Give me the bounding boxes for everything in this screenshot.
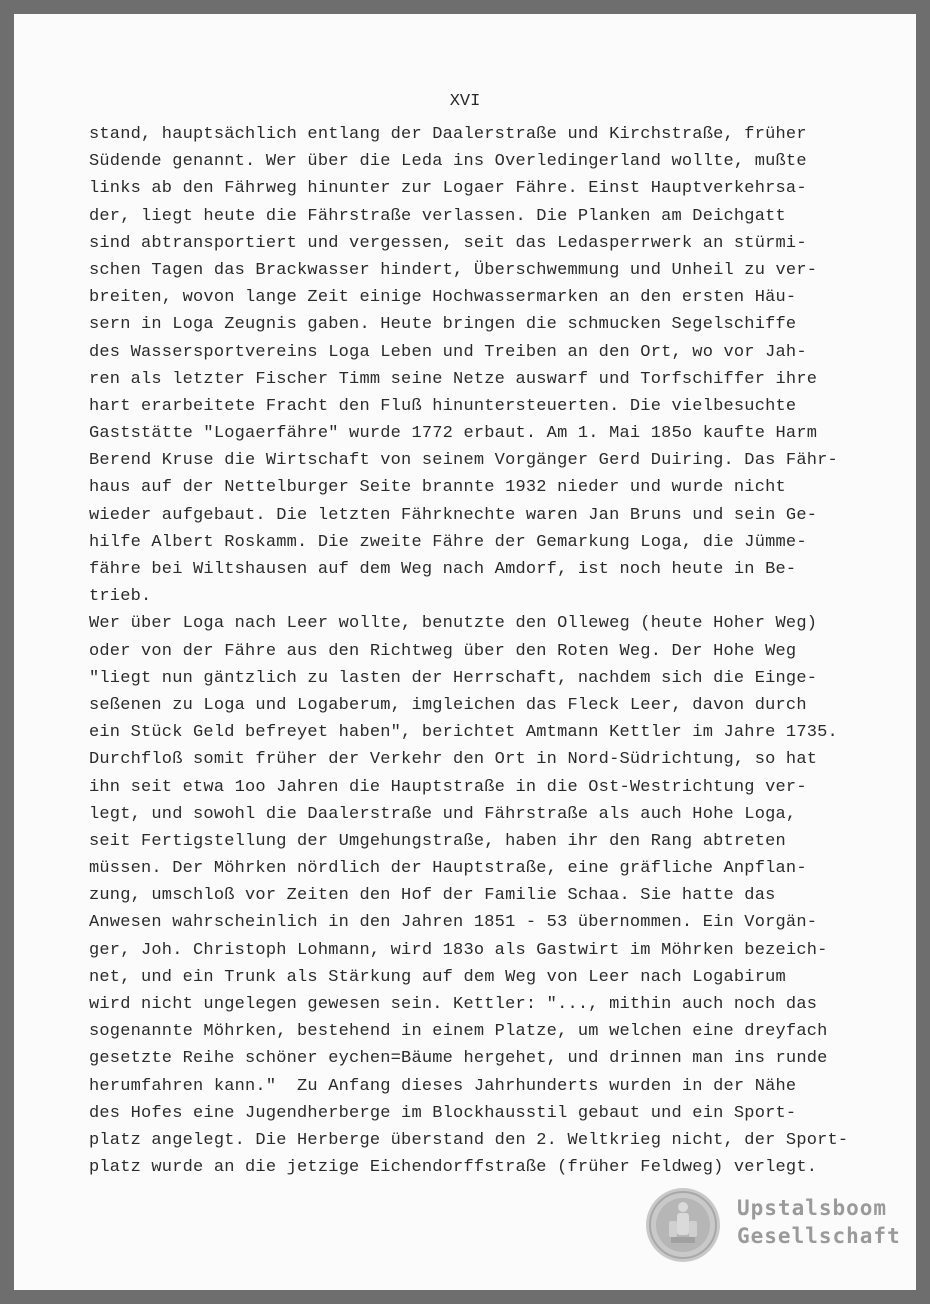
text-line: seit Fertigstellung der Umgehungstraße, haben ihr den Rang abtreten — [89, 831, 786, 851]
text-line: stand, hauptsächlich entlang der Daalerstraße und Kirchstraße, früher — [89, 125, 807, 144]
text-line: Wer über Loga nach Leer wollte, benutzte den Olleweg (heute Hoher Weg) — [89, 614, 818, 634]
text-line: fähre bei Wiltshausen auf dem Weg nach Amdorf, ist noch heute in Be- — [89, 560, 797, 579]
text-line: Anwesen wahrscheinlich in den Jahren 1851 - 53 übernommen. Ein Vorgän- — [89, 913, 818, 933]
text-line: seßenen zu Loga und Logaberum, imgleichen das Fleck Leer, davon durch — [89, 695, 807, 715]
upstalsboom-watermark — [645, 1187, 901, 1263]
text-line: hilfe Albert Roskamm. Die zweite Fähre der Gemarkung Loga, die Jümme- — [89, 532, 807, 552]
text-line: breiten, wovon lange Zeit einige Hochwassermarken an den ersten Häu- — [89, 288, 797, 308]
text-line: links ab den Fährweg hinunter zur Logaer Fähre. Einst Hauptverkehrsa- — [89, 179, 807, 199]
text-line: sern in Loga Zeugnis gaben. Heute bringen die schmucken Segelschiffe — [89, 315, 797, 335]
text-line: wieder aufgebaut. Die letzten Fährknechte waren Jan Bruns und sein Ge- — [89, 505, 818, 525]
document-page — [14, 14, 916, 1290]
text-line: müssen. Der Möhrken nördlich der Hauptstraße, eine gräfliche Anpflan- — [89, 859, 807, 879]
seal-icon — [645, 1187, 721, 1263]
text-line: des Hofes eine Jugendherberge im Blockhausstil gebaut und ein Sport- — [89, 1103, 797, 1123]
text-line: schen Tagen das Brackwasser hindert, Überschwemmung und Unheil zu ver- — [89, 260, 818, 280]
body-text — [89, 121, 849, 1181]
text-line: wird nicht ungelegen gewesen sein. Kettler: "..., mithin auch noch das — [89, 995, 818, 1014]
text-line: net, und ein Trunk als Stärkung auf dem Weg von Leer nach Logabirum — [89, 967, 786, 987]
text-line: Durchfloß somit früher der Verkehr den Ort in Nord-Südrichtung, so hat — [89, 750, 818, 770]
page-number: XVI — [449, 92, 481, 111]
text-line: ren als letzter Fischer Timm seine Netze auswarf und Torfschiffer ihre — [89, 369, 818, 389]
text-line: trieb. — [89, 587, 152, 607]
watermark-text — [737, 1194, 901, 1250]
text-line: oder von der Fähre aus den Richtweg über den Roten Weg. Der Hohe Weg — [89, 641, 797, 661]
text-line: ein Stück Geld befreyet haben", berichtet Amtmann Kettler im Jahre 1735. — [89, 723, 838, 743]
text-line: hart erarbeitete Fracht den Fluß hinuntersteuerten. Die vielbesuchte — [89, 396, 797, 416]
text-line: gesetzte Reihe schöner eychen=Bäume hergehet, und drinnen man ins runde — [89, 1049, 828, 1069]
watermark-line-2: Gesellschaft — [737, 1224, 901, 1248]
text-line: ger, Joh. Christoph Lohmann, wird 183o als Gastwirt im Möhrken bezeich- — [89, 940, 828, 960]
text-line: der, liegt heute die Fährstraße verlassen. Die Planken am Deichgatt — [89, 206, 786, 226]
text-line: legt, und sowohl die Daalerstraße und Fährstraße als auch Hohe Loga, — [89, 804, 797, 824]
watermark-line-1: Upstalsboom — [737, 1196, 888, 1220]
text-line: sogenannte Möhrken, bestehend in einem Platze, um welchen eine dreyfach — [89, 1022, 828, 1042]
text-line: sind abtransportiert und vergessen, seit das Ledasperrwerk an stürmi- — [89, 233, 807, 253]
text-line: Südende genannt. Wer über die Leda ins Overledingerland wollte, mußte — [89, 152, 807, 172]
text-line: Berend Kruse die Wirtschaft von seinem Vorgänger Gerd Duiring. Das Fähr- — [89, 451, 838, 471]
text-line: platz angelegt. Die Herberge überstand den 2. Weltkrieg nicht, der Sport- — [89, 1130, 849, 1150]
text-line: haus auf der Nettelburger Seite brannte 1932 nieder und wurde nicht — [89, 478, 786, 498]
text-line: platz wurde an die jetzige Eichendorffstraße (früher Feldweg) verlegt. — [89, 1158, 818, 1178]
text-line: zung, umschloß vor Zeiten den Hof der Familie Schaa. Sie hatte das — [89, 886, 776, 906]
text-line: "liegt nun gäntzlich zu lasten der Herrschaft, nachdem sich die Einge- — [89, 668, 818, 688]
text-line: ihn seit etwa 1oo Jahren die Hauptstraße in die Ost-Westrichtung ver- — [89, 777, 807, 797]
text-line: des Wassersportvereins Loga Leben und Treiben an den Ort, wo vor Jah- — [89, 342, 807, 362]
text-line: Gaststätte "Logaerfähre" wurde 1772 erbaut. Am 1. Mai 185o kaufte Harm — [89, 424, 818, 444]
text-line: herumfahren kann." Zu Anfang dieses Jahrhunderts wurden in der Nähe — [89, 1076, 797, 1096]
